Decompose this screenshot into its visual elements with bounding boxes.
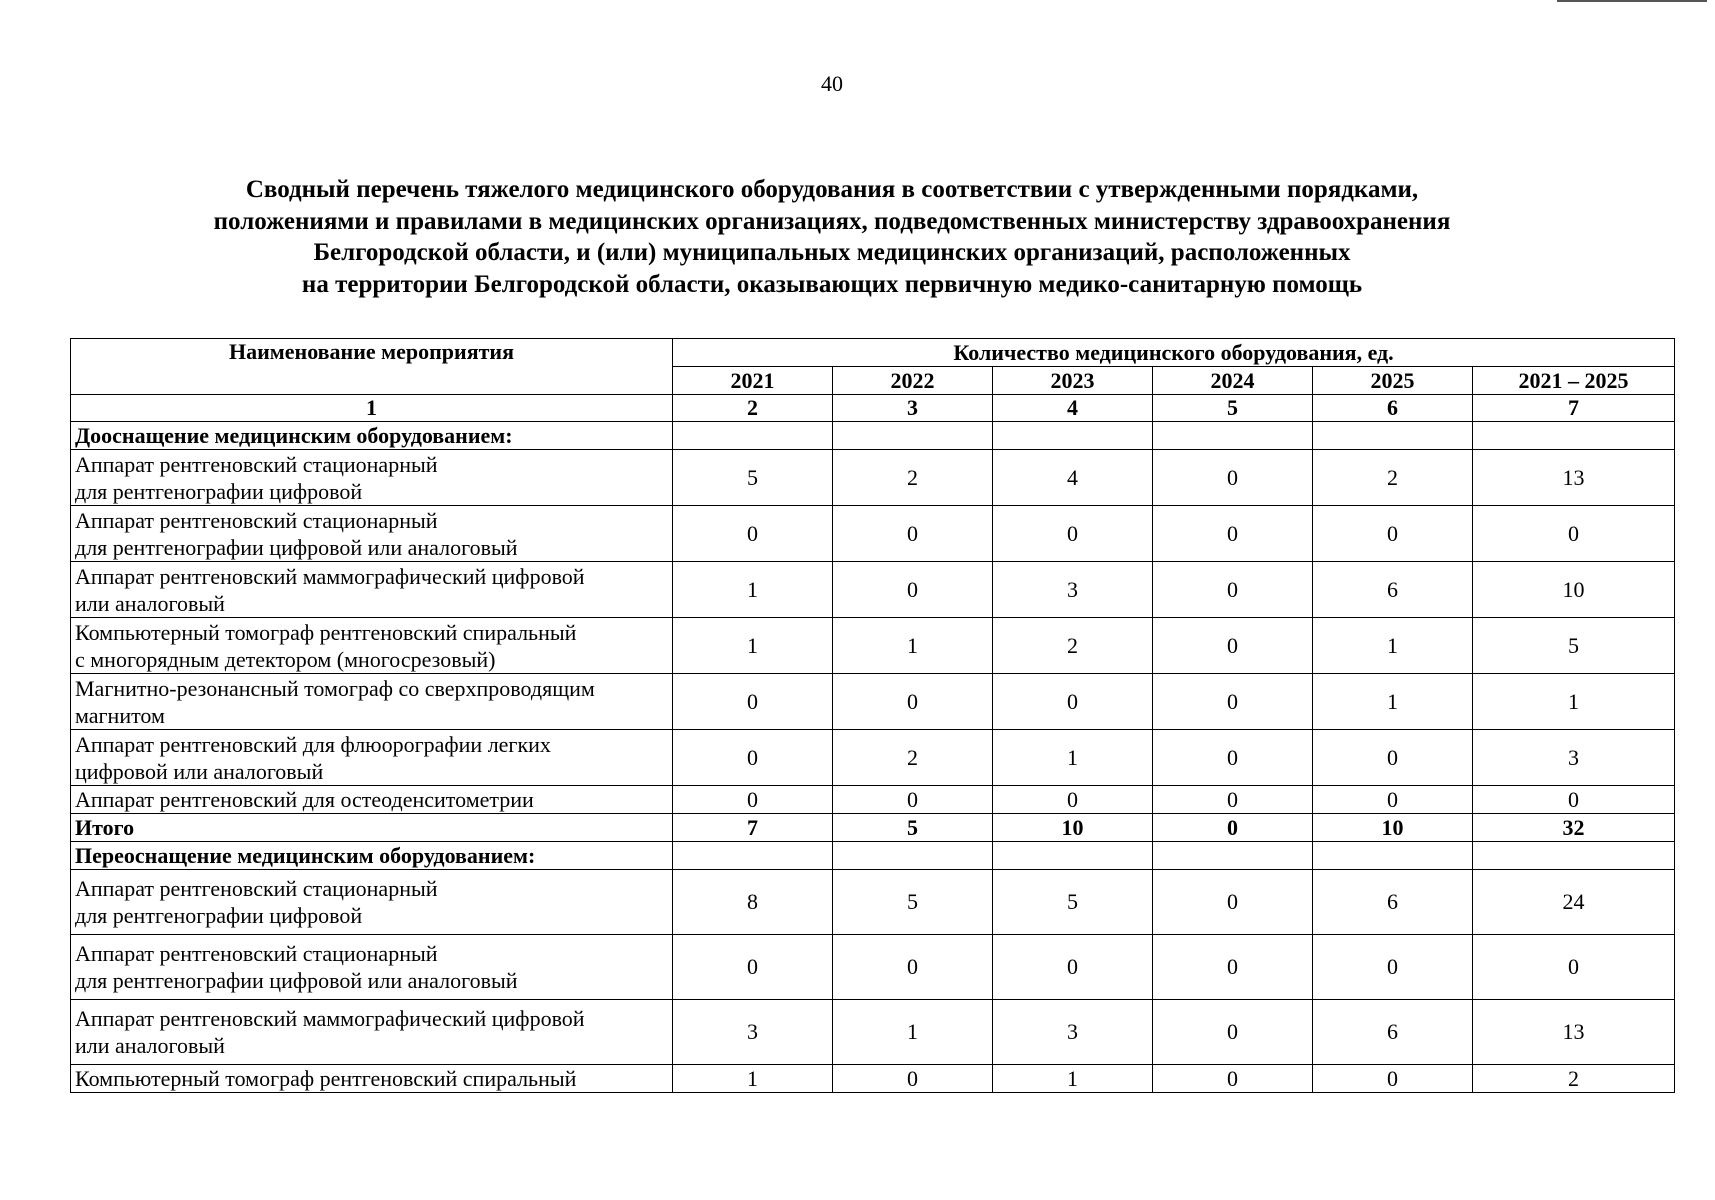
quantity-cell: 2 (1313, 450, 1473, 506)
quantity-cell: 0 (833, 786, 993, 814)
top-edge-rule (1557, 0, 1707, 2)
quantity-cell: 5 (1473, 618, 1675, 674)
quantity-cell: 7 (673, 814, 833, 842)
table-row (71, 786, 1675, 814)
equipment-name: Аппарат рентгеновский стационарный для рентгенографии цифровой (71, 450, 673, 506)
quantity-cell: 0 (1153, 506, 1313, 562)
quantity-cell: 0 (1153, 870, 1313, 935)
table-row (71, 506, 1675, 562)
column-number: 3 (833, 395, 993, 422)
section-row-reequip (71, 842, 1675, 870)
equipment-name: Компьютерный томограф рентгеновский спиральный (71, 1065, 673, 1093)
quantity-cell: 10 (1313, 814, 1473, 842)
header-year: 2021 (673, 367, 833, 395)
page-number: 40 (821, 71, 843, 96)
quantity-cell: 13 (1473, 450, 1675, 506)
equipment-name: Аппарат рентгеновский стационарный для рентгенографии цифровой или аналоговый (71, 935, 673, 1000)
empty-cell (833, 422, 993, 450)
quantity-cell: 0 (993, 786, 1153, 814)
table-row (71, 935, 1675, 1000)
quantity-cell: 0 (1153, 674, 1313, 730)
equipment-name: Аппарат рентгеновский для флюорографии легких цифровой или аналоговый (71, 730, 673, 786)
quantity-cell: 0 (1153, 1065, 1313, 1093)
quantity-cell: 0 (833, 562, 993, 618)
quantity-cell: 5 (673, 450, 833, 506)
empty-cell (1473, 422, 1675, 450)
quantity-cell: 5 (993, 870, 1153, 935)
column-number: 2 (673, 395, 833, 422)
empty-cell (1153, 842, 1313, 870)
quantity-cell: 0 (673, 674, 833, 730)
quantity-cell: 0 (1313, 935, 1473, 1000)
quantity-cell: 0 (833, 506, 993, 562)
quantity-cell: 1 (993, 1065, 1153, 1093)
quantity-cell: 10 (1473, 562, 1675, 618)
quantity-cell: 0 (1153, 450, 1313, 506)
quantity-cell: 0 (1313, 730, 1473, 786)
quantity-cell: 3 (1473, 730, 1675, 786)
empty-cell (993, 842, 1153, 870)
quantity-cell: 0 (673, 506, 833, 562)
column-number: 7 (1473, 395, 1675, 422)
quantity-cell: 1 (833, 618, 993, 674)
quantity-cell: 6 (1313, 562, 1473, 618)
quantity-cell: 0 (1153, 618, 1313, 674)
quantity-cell: 0 (673, 730, 833, 786)
equipment-name: Итого (71, 814, 673, 842)
quantity-cell: 0 (1153, 1000, 1313, 1065)
header-year: 2025 (1313, 367, 1473, 395)
quantity-cell: 2 (993, 618, 1153, 674)
equipment-table (70, 338, 1675, 1093)
column-number: 4 (993, 395, 1153, 422)
quantity-cell: 2 (1473, 1065, 1675, 1093)
quantity-cell: 4 (993, 450, 1153, 506)
header-year: 2022 (833, 367, 993, 395)
quantity-cell: 0 (1313, 506, 1473, 562)
equipment-name: Аппарат рентгеновский стационарный для рентгенографии цифровой (71, 870, 673, 935)
quantity-cell: 5 (833, 814, 993, 842)
column-number: 5 (1153, 395, 1313, 422)
quantity-cell: 1 (673, 618, 833, 674)
quantity-cell: 0 (1153, 730, 1313, 786)
quantity-cell: 32 (1473, 814, 1675, 842)
quantity-cell: 1 (1473, 674, 1675, 730)
header-year: 2021 – 2025 (1473, 367, 1675, 395)
quantity-cell: 5 (833, 870, 993, 935)
empty-cell (833, 842, 993, 870)
quantity-cell: 0 (833, 1065, 993, 1093)
equipment-name: Аппарат рентгеновский стационарный для рентгенографии цифровой или аналоговый (71, 506, 673, 562)
section-title: Переоснащение медицинским оборудованием: (71, 842, 673, 870)
quantity-cell: 0 (1153, 935, 1313, 1000)
quantity-cell: 0 (993, 506, 1153, 562)
column-number: 1 (71, 395, 673, 422)
equipment-name: Магнитно-резонансный томограф со сверхпроводящим магнитом (71, 674, 673, 730)
quantity-cell: 1 (1313, 674, 1473, 730)
quantity-cell: 8 (673, 870, 833, 935)
title-line: положениями и правилами в медицинских организациях, подведомственных министерству здравоохранения (213, 207, 1451, 235)
quantity-cell: 1 (1313, 618, 1473, 674)
table-row (71, 1000, 1675, 1065)
quantity-cell: 0 (993, 935, 1153, 1000)
quantity-cell: 24 (1473, 870, 1675, 935)
quantity-cell: 1 (673, 1065, 833, 1093)
quantity-cell: 10 (993, 814, 1153, 842)
column-number: 6 (1313, 395, 1473, 422)
quantity-cell: 3 (673, 1000, 833, 1065)
quantity-cell: 3 (993, 1000, 1153, 1065)
table-row (71, 870, 1675, 935)
quantity-cell: 0 (1473, 786, 1675, 814)
table-row (71, 674, 1675, 730)
equipment-name: Аппарат рентгеновский для остеоденситометрии (71, 786, 673, 814)
quantity-cell: 0 (1153, 786, 1313, 814)
title-line: Сводный перечень тяжелого медицинского оборудования в соответствии с утвержденными порядками, (245, 176, 1419, 203)
quantity-cell: 0 (833, 935, 993, 1000)
total-row (71, 814, 1675, 842)
quantity-cell: 0 (1153, 562, 1313, 618)
quantity-cell: 2 (833, 730, 993, 786)
quantity-cell: 0 (673, 786, 833, 814)
quantity-cell: 0 (993, 674, 1153, 730)
quantity-cell: 0 (1473, 935, 1675, 1000)
quantity-cell: 0 (1313, 786, 1473, 814)
empty-cell (993, 422, 1153, 450)
quantity-cell: 1 (673, 562, 833, 618)
quantity-cell: 1 (993, 730, 1153, 786)
empty-cell (1313, 422, 1473, 450)
header-year: 2023 (993, 367, 1153, 395)
quantity-cell: 6 (1313, 870, 1473, 935)
empty-cell (673, 422, 833, 450)
header-name: Наименование мероприятия (71, 339, 673, 395)
title-line: на территории Белгородской области, оказывающих первичную медико-санитарную помощь (301, 270, 1363, 298)
section-row-upgrade (71, 422, 1675, 450)
quantity-cell: 0 (1153, 814, 1313, 842)
equipment-name: Аппарат рентгеновский маммографический цифровой или аналоговый (71, 1000, 673, 1065)
table-row (71, 562, 1675, 618)
quantity-cell: 0 (1313, 1065, 1473, 1093)
section-title: Дооснащение медицинским оборудованием: (71, 422, 673, 450)
table-row (71, 618, 1675, 674)
document-title (70, 174, 1594, 300)
header-quantity: Количество медицинского оборудования, ед. (673, 339, 1675, 367)
quantity-cell: 3 (993, 562, 1153, 618)
header-year: 2024 (1153, 367, 1313, 395)
quantity-cell: 13 (1473, 1000, 1675, 1065)
quantity-cell: 0 (833, 674, 993, 730)
table-row (71, 730, 1675, 786)
empty-cell (673, 842, 833, 870)
table-row (71, 1065, 1675, 1093)
empty-cell (1153, 422, 1313, 450)
title-line: Белгородской области, и (или) муниципальных медицинских организаций, расположенных (313, 239, 1351, 266)
quantity-cell: 6 (1313, 1000, 1473, 1065)
quantity-cell: 0 (1473, 506, 1675, 562)
quantity-cell: 1 (833, 1000, 993, 1065)
quantity-cell: 2 (833, 450, 993, 506)
equipment-name: Компьютерный томограф рентгеновский спиральный с многорядным детектором (многосрезовый) (71, 618, 673, 674)
table-row (71, 450, 1675, 506)
empty-cell (1313, 842, 1473, 870)
equipment-name: Аппарат рентгеновский маммографический цифровой или аналоговый (71, 562, 673, 618)
quantity-cell: 0 (673, 935, 833, 1000)
empty-cell (1473, 842, 1675, 870)
